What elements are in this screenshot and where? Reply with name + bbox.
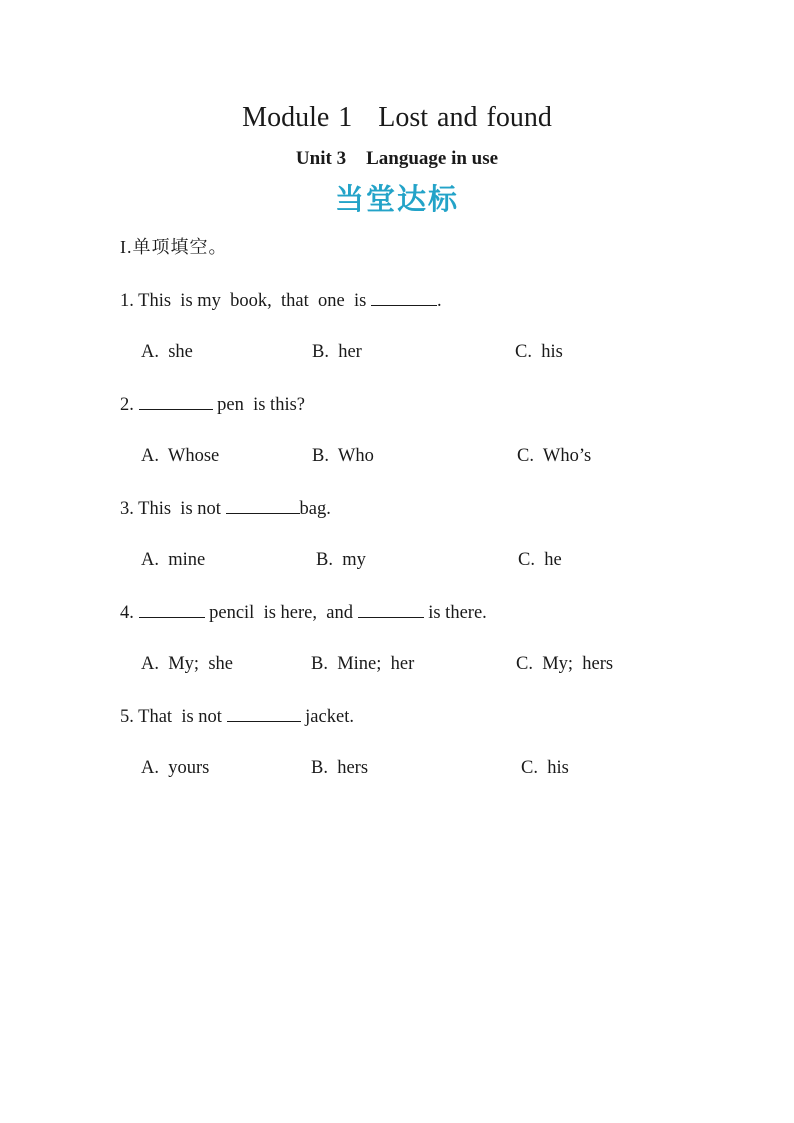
answer-blank [227, 703, 301, 722]
question-text: . [436, 291, 442, 311]
option-b: B. Mine; her [311, 654, 415, 674]
option-b: B. hers [311, 758, 369, 778]
answer-blank [226, 495, 300, 514]
unit-title [0, 147, 794, 171]
question-5 [120, 703, 354, 730]
module-title [0, 100, 794, 136]
option-c: C. his [515, 342, 563, 362]
answer-blank [139, 599, 205, 618]
module-topic: Lost and found [378, 102, 552, 133]
option-c: C. Who’s [517, 446, 592, 466]
question-text: is there. [423, 603, 487, 623]
question-text: 1. This is my book, that one is [120, 291, 371, 311]
question-text: 2. [120, 395, 139, 415]
question-text: bag. [299, 499, 331, 519]
exercise-banner: 当堂达标 [334, 182, 459, 216]
option-a: A. yours [141, 758, 210, 778]
option-c: C. My; hers [516, 654, 614, 674]
option-a: A. mine [141, 550, 206, 570]
question-4 [120, 599, 487, 626]
question-text: pen is this? [212, 395, 305, 415]
option-a: A. My; she [141, 654, 233, 674]
unit-number: Unit 3 [295, 148, 347, 169]
option-b: B. her [312, 342, 362, 362]
question-text: 5. That is not [120, 707, 227, 727]
option-b: B. Who [312, 446, 374, 466]
section-title: I.单项填空。 [120, 237, 228, 257]
question-text: 3. This is not [120, 499, 226, 519]
answer-blank [139, 391, 213, 410]
option-b: B. my [316, 550, 366, 570]
question-text: 4. [120, 603, 139, 623]
option-a: A. Whose [141, 446, 220, 466]
question-text: jacket. [300, 707, 354, 727]
answer-blank [358, 599, 424, 618]
unit-topic: Language in use [366, 148, 499, 169]
option-c: C. he [518, 550, 562, 570]
question-text: pencil is here, and [204, 603, 358, 623]
module-number: Module 1 [242, 102, 353, 133]
question-2 [120, 391, 305, 418]
option-a: A. she [141, 342, 193, 362]
answer-blank [371, 287, 437, 306]
option-c: C. his [521, 758, 569, 778]
question-3 [120, 495, 331, 522]
question-1 [120, 287, 442, 314]
